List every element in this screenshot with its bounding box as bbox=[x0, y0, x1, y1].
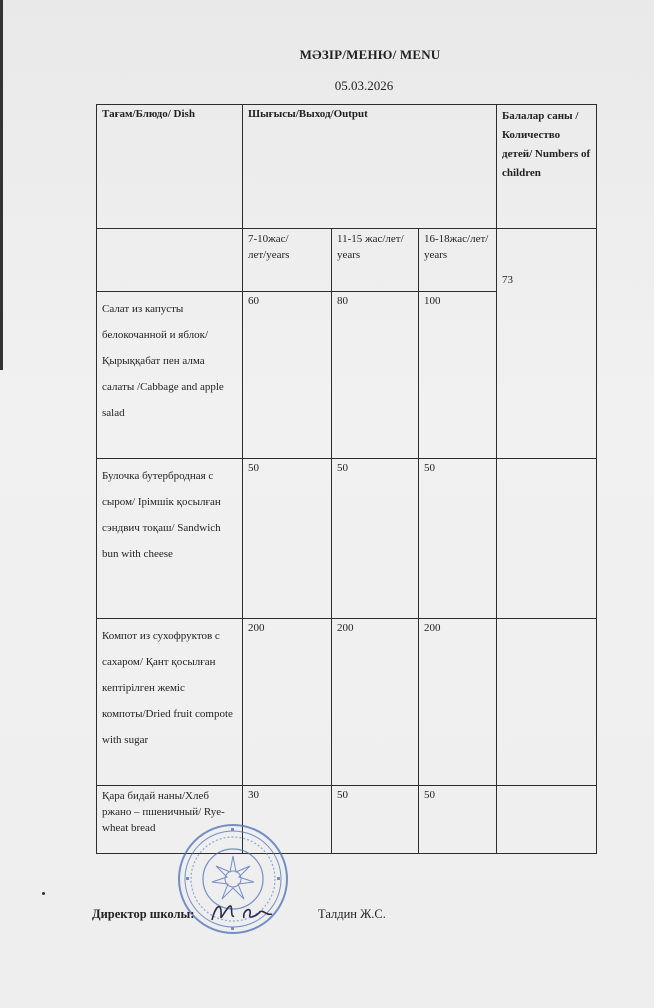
ink-dot bbox=[42, 892, 45, 895]
table-row bbox=[97, 459, 597, 619]
age-group-1: 7-10жас/лет/years bbox=[243, 229, 332, 292]
header-dish: Тағам/Блюдо/ Dish bbox=[97, 105, 243, 229]
portion-16-18: 50 bbox=[419, 786, 497, 854]
portion-7-10: 50 bbox=[243, 459, 332, 619]
director-name: Талдин Ж.С. bbox=[318, 907, 386, 921]
portion-7-10: 30 bbox=[243, 786, 332, 854]
children-count: 73 bbox=[502, 274, 513, 286]
dish-name: Қара бидай наны/Хлеб ржано – пшеничный/ Rye-wheat bread bbox=[97, 786, 243, 854]
director-label: Директор школы: bbox=[92, 907, 195, 921]
table-row bbox=[97, 619, 597, 786]
table-row bbox=[97, 786, 597, 854]
portion-7-10: 60 bbox=[243, 292, 332, 459]
age-group-2: 11-15 жас/лет/ years bbox=[332, 229, 419, 292]
header-output: Шығысы/Выход/Output bbox=[243, 105, 497, 229]
dish-name: Компот из сухофруктов с сахаром/ Қант қосылған кептірілген жеміс компоты/Dried fruit compote with sugar bbox=[97, 619, 243, 786]
menu-date: 05.03.2026 bbox=[334, 78, 394, 93]
menu-table bbox=[96, 104, 597, 854]
portion-7-10: 200 bbox=[243, 619, 332, 786]
header-children: Балалар саны /Количество детей/ Numbers of children bbox=[497, 105, 597, 229]
portion-16-18: 50 bbox=[419, 459, 497, 619]
portion-11-15: 200 bbox=[332, 619, 419, 786]
signature-icon bbox=[208, 898, 278, 926]
empty-cell bbox=[497, 786, 597, 854]
age-group-3: 16-18жас/лет/ years bbox=[419, 229, 497, 292]
portion-16-18: 200 bbox=[419, 619, 497, 786]
children-count-cell bbox=[497, 229, 597, 459]
dish-name: Булочка бутербродная с сыром/ Ірімшік қосылған сэндвич тоқаш/ Sandwich bun with cheese bbox=[97, 459, 243, 619]
empty-cell bbox=[97, 229, 243, 292]
portion-11-15: 80 bbox=[332, 292, 419, 459]
age-group-row bbox=[97, 229, 597, 292]
empty-cell bbox=[497, 459, 597, 619]
portion-11-15: 50 bbox=[332, 459, 419, 619]
dish-name: Салат из капусты белокочанной и яблок/ Қырыққабат пен алма салаты /Cabbage and apple salad bbox=[97, 292, 243, 459]
empty-cell bbox=[497, 619, 597, 786]
portion-11-15: 50 bbox=[332, 786, 419, 854]
table-header-row bbox=[97, 105, 597, 229]
portion-16-18: 100 bbox=[419, 292, 497, 459]
page-title: МӘЗІР/МЕНЮ/ MENU bbox=[299, 47, 441, 62]
